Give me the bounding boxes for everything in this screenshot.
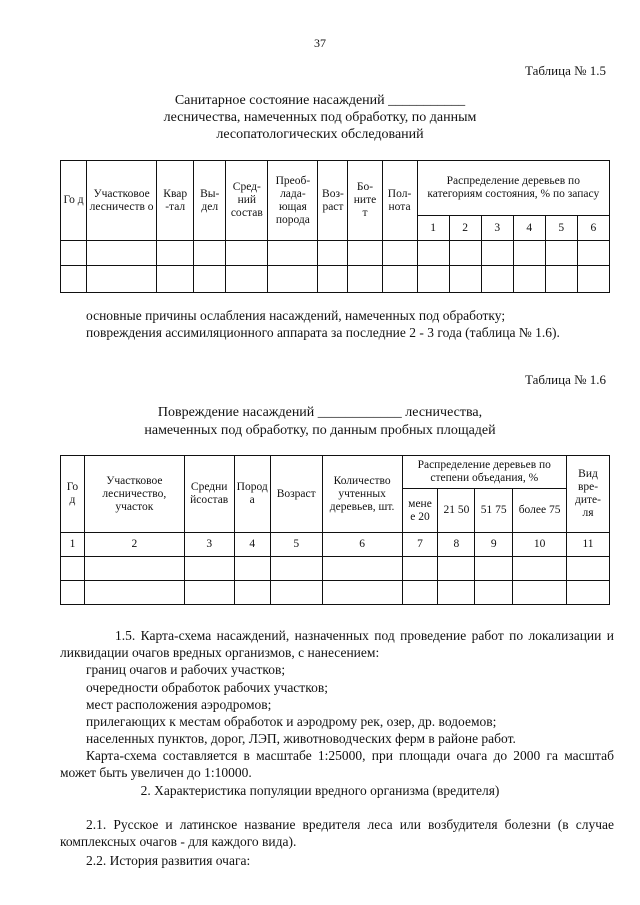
col-num-7: 7 — [402, 533, 438, 557]
header-sredniy-sostav: Сред- ний состав — [226, 161, 268, 241]
col-num-9: 9 — [475, 533, 513, 557]
header-kvartal: Квар -тал — [157, 161, 194, 241]
header-vid-vreditelya: Вид вре- дите- ля — [567, 456, 610, 533]
column-numbers-row — [61, 533, 610, 557]
header-vydel: Вы- дел — [194, 161, 226, 241]
header-raspredelenie: Распределение деревьев по степени объедания, % — [402, 456, 566, 489]
col-num-2: 2 — [84, 533, 184, 557]
header-cat-5: 5 — [545, 216, 577, 241]
damage-line: повреждения ассимиляционного аппарата за последние 2 - 3 года (таблица № 1.6). — [86, 325, 560, 340]
bullet-order: очередности обработок рабочих участков; — [86, 680, 328, 695]
table-1-6-title-line-1: Повреждение насаждений ____________ лесничества, — [157, 405, 483, 420]
header-god: Го д — [61, 456, 85, 533]
table-1-5-title-line-2: лесничества, намеченных под обработку, по данным — [163, 110, 477, 125]
table-1-5-title-line-1: Санитарное состояние насаждений ___________ — [174, 93, 466, 108]
header-sub-1: мене е 20 — [402, 489, 438, 533]
header-polnota: Пол- нота — [382, 161, 417, 241]
table-1-5-title-line-3: лесопатологических обследований — [216, 127, 424, 142]
col-num-3: 3 — [184, 533, 234, 557]
col-num-4: 4 — [234, 533, 270, 557]
header-cat-3: 3 — [481, 216, 513, 241]
scale-paragraph: Карта-схема составляется в масштабе 1:25000, при площади очага до 2000 га масштаб может быть увеличен до 1:10000. — [60, 748, 614, 780]
page-number: 37 — [314, 36, 326, 50]
header-sub-3: 51 75 — [475, 489, 513, 533]
bullet-waters: прилегающих к местам обработок и аэродрому рек, озер, др. водоемов; — [86, 714, 497, 729]
header-bonitet: Бо- ните т — [348, 161, 382, 241]
section-2-1-paragraph: 2.1. Русское и латинское название вредителя леса или возбудителя болезни (в случае комплексных очагов - для каждого вида). — [60, 817, 614, 849]
reasons-line: основные причины ослабления насаждений, намеченных под обработку; — [86, 308, 506, 323]
col-num-8: 8 — [438, 533, 475, 557]
table-1-5 — [60, 160, 610, 293]
header-vozrast: Возраст — [270, 456, 322, 533]
col-num-11: 11 — [567, 533, 610, 557]
header-kolichestvo: Количество учтенных деревьев, шт. — [322, 456, 402, 533]
header-sub-4: более 75 — [513, 489, 567, 533]
header-sub-2: 21 50 — [438, 489, 475, 533]
header-cat-1: 1 — [417, 216, 449, 241]
bullet-settlements: населенных пунктов, дорог, ЛЭП, животноводческих ферм в районе работ. — [86, 731, 516, 746]
bullet-airfields: мест расположения аэродромов; — [86, 697, 272, 712]
section-2-heading: 2. Характеристика популяции вредного организма (вредителя) — [140, 783, 500, 798]
header-cat-2: 2 — [449, 216, 481, 241]
header-poroda: Пород а — [234, 456, 270, 533]
table-row — [61, 241, 610, 266]
header-raspredelenie: Распределение деревьев по категориям состояния, % по запасу — [417, 161, 609, 216]
table-1-5-label: Таблица № 1.5 — [524, 63, 606, 78]
header-vozrast: Воз- раст — [318, 161, 348, 241]
table-1-6-title-line-2: намеченных под обработку, по данным пробных площадей — [144, 423, 496, 438]
header-cat-4: 4 — [513, 216, 545, 241]
table-1-6 — [60, 455, 610, 605]
section-1-5-paragraph: 1.5. Карта-схема насаждений, назначенных под проведение работ по локализации и ликвидации очагов вредных организмов, с нанесением: — [60, 628, 614, 660]
col-num-10: 10 — [513, 533, 567, 557]
header-god: Го д — [61, 161, 87, 241]
header-preob-poroda: Преоб- лада- ющая порода — [268, 161, 318, 241]
col-num-6: 6 — [322, 533, 402, 557]
section-2-2-paragraph: 2.2. История развития очага: — [86, 853, 251, 868]
header-uchastkovoe: Участковое лесничеств о — [87, 161, 157, 241]
header-sredniy-sostav: Средни йсостав — [184, 456, 234, 533]
table-row — [61, 557, 610, 581]
header-cat-6: 6 — [577, 216, 609, 241]
table-row — [61, 581, 610, 605]
col-num-5: 5 — [270, 533, 322, 557]
table-row — [61, 266, 610, 293]
table-1-6-label: Таблица № 1.6 — [524, 372, 606, 387]
header-uchastkovoe: Участковое лесничество, участок — [84, 456, 184, 533]
col-num-1: 1 — [61, 533, 85, 557]
bullet-boundaries: границ очагов и рабочих участков; — [86, 662, 286, 677]
